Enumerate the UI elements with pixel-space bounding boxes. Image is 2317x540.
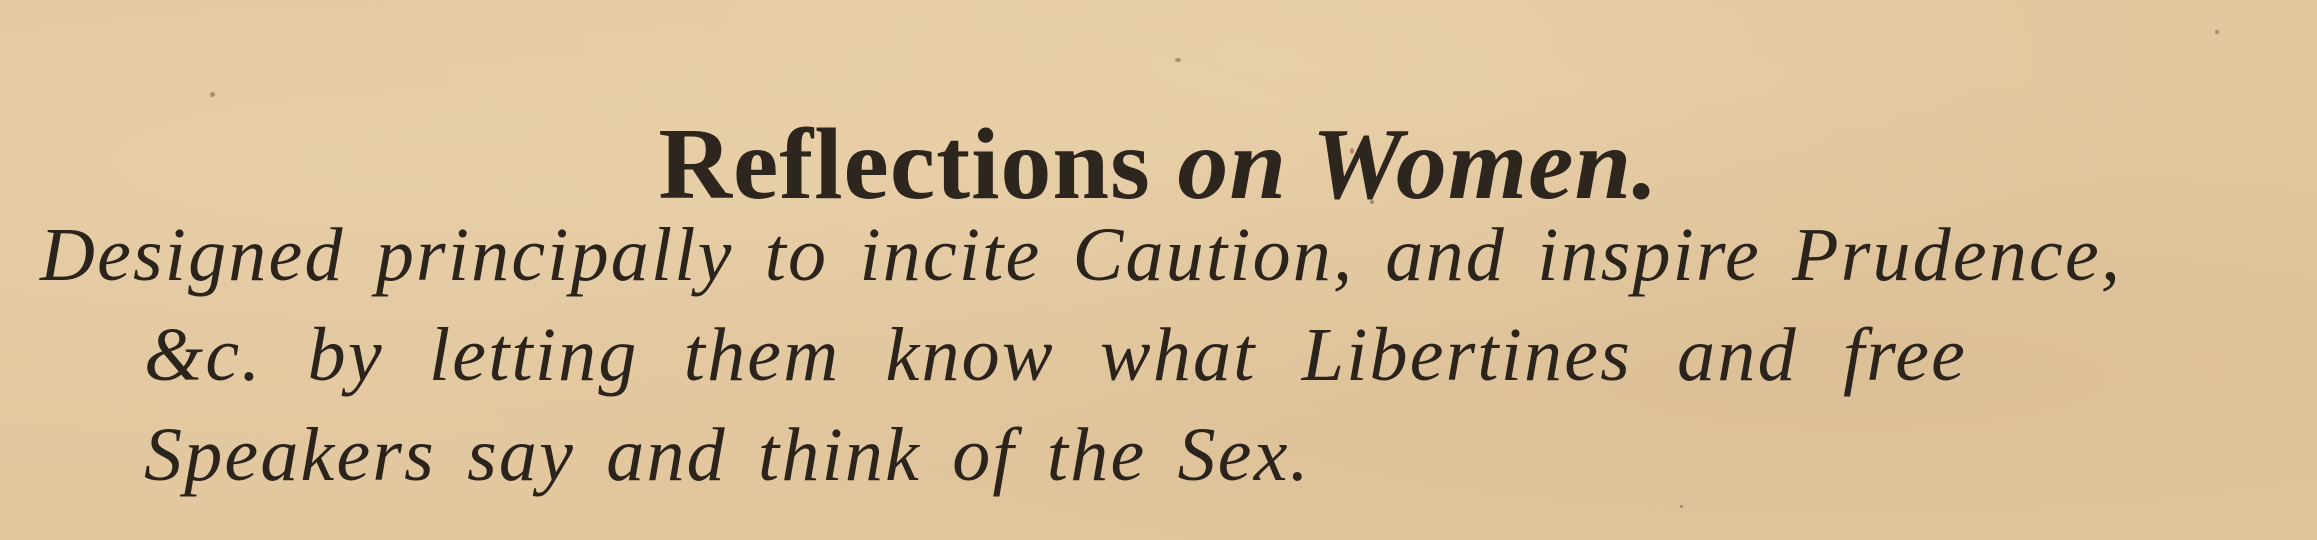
paper-speck xyxy=(210,92,215,97)
subtitle-line-3: Speakers say and think of the Sex. xyxy=(144,413,1311,497)
subtitle-line-2: &c. by letting them know what Libertines and free xyxy=(144,313,1968,397)
paper-speck xyxy=(2215,30,2219,34)
paper-speck xyxy=(1680,505,1683,508)
title-italic-text: on Women. xyxy=(1177,108,1659,222)
paper-speck xyxy=(1175,58,1181,62)
title-roman-text: Reflections xyxy=(658,108,1151,222)
subtitle-paragraph xyxy=(40,205,2290,505)
subtitle-line-1: Designed principally to incite Caution, and inspire Prudence, xyxy=(40,213,2123,297)
